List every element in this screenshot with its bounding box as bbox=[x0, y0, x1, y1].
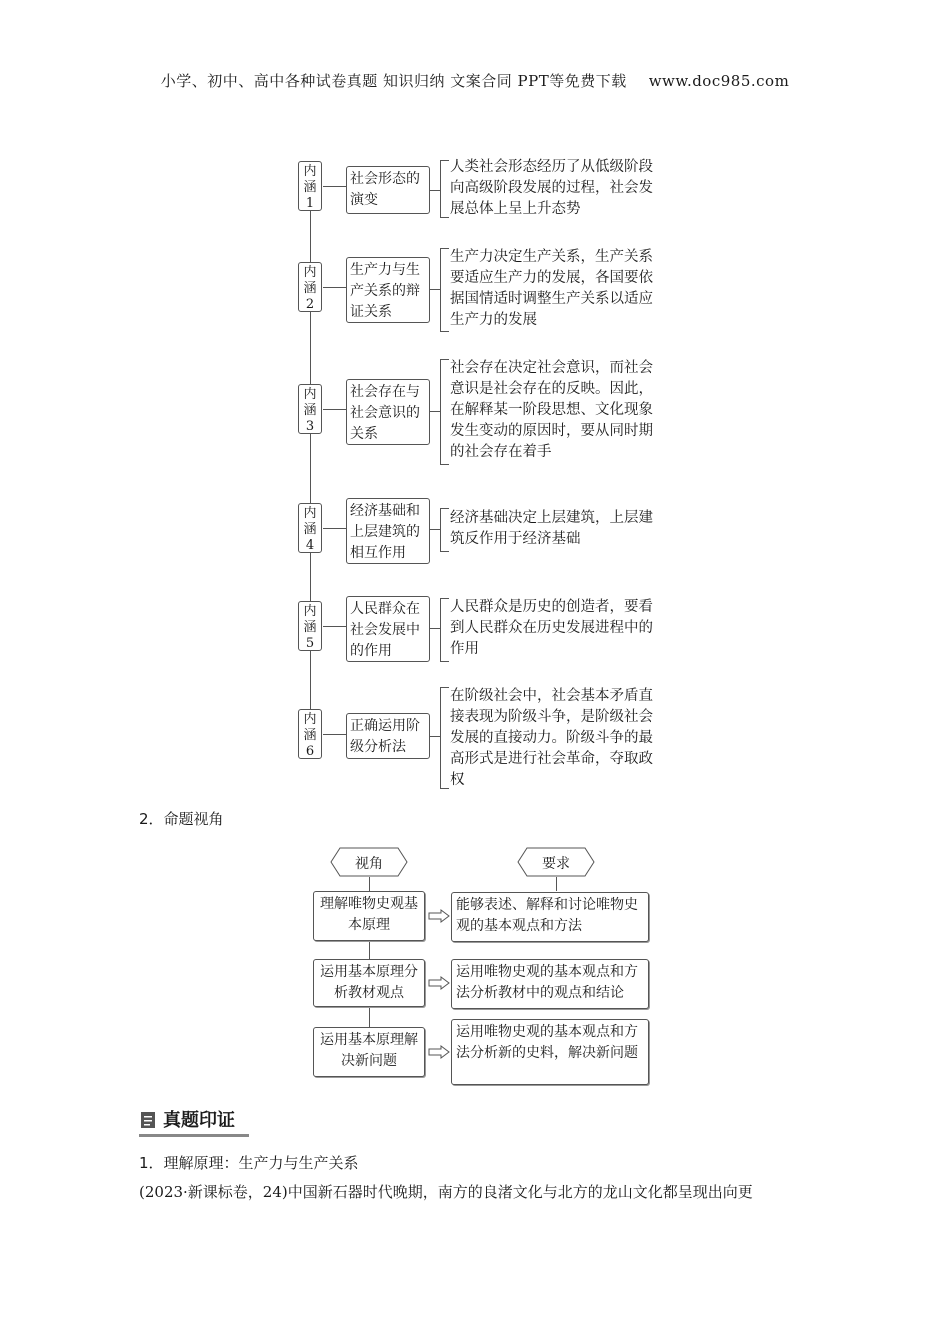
connotation-desc-3: 社会存在决定社会意识，而社会意识是社会存在的反映。因此，在解释某一阶段思想、文化现象发生变动的原因时，要从同时期的社会存在着手 bbox=[450, 360, 653, 460]
connotation-topic-1: 社会形态的演变 bbox=[346, 166, 430, 214]
connector bbox=[323, 528, 346, 529]
connotation-desc-1: 人类社会形态经历了从低级阶段向高级阶段发展的过程，社会发展总体上呈上升态势 bbox=[450, 159, 653, 217]
connector bbox=[430, 190, 440, 191]
connector bbox=[430, 628, 440, 629]
page-header bbox=[0, 70, 950, 91]
requirement-box-1: 能够表述、解释和讨论唯物史观的基本观点和方法 bbox=[451, 892, 649, 942]
connotation-tag-3: 内 涵 3 bbox=[298, 384, 322, 434]
connotation-tag-5: 内 涵 5 bbox=[298, 601, 322, 651]
desc-bracket bbox=[440, 598, 449, 662]
arrow-right-icon bbox=[428, 1045, 450, 1059]
document-icon bbox=[141, 1112, 155, 1128]
desc-bracket bbox=[440, 160, 449, 218]
connector bbox=[323, 409, 346, 410]
header-site: www.doc985.com bbox=[648, 72, 790, 90]
connector bbox=[430, 529, 440, 530]
connector bbox=[369, 1007, 370, 1027]
section-heading-text: 真题印证 bbox=[163, 1110, 235, 1131]
question-title: 1．理解原理：生产力与生产关系 bbox=[139, 1154, 359, 1172]
header-text: 小学、初中、高中各种试卷真题 知识归纳 文案合同 PPT等免费下载 bbox=[160, 72, 627, 90]
perspective-box-3: 运用基本原理解决新问题 bbox=[313, 1027, 425, 1077]
connotation-tag-6: 内 涵 6 bbox=[298, 709, 322, 759]
connector bbox=[323, 734, 346, 735]
perspective-header: 视角 bbox=[330, 847, 408, 877]
requirement-box-2: 运用唯物史观的基本观点和方法分析教材中的观点和结论 bbox=[451, 959, 649, 1009]
connector bbox=[369, 877, 370, 891]
connotation-desc-5: 人民群众是历史的创造者，要看到人民群众在历史发展进程中的作用 bbox=[450, 599, 653, 657]
connector bbox=[323, 186, 346, 187]
connotation-topic-5: 人民群众在社会发展中的作用 bbox=[346, 596, 430, 662]
desc-bracket bbox=[440, 687, 449, 789]
connotation-topic-3: 社会存在与社会意识的关系 bbox=[346, 379, 430, 445]
arrow-right-icon bbox=[428, 909, 450, 923]
connector bbox=[430, 289, 440, 290]
connector bbox=[323, 626, 346, 627]
perspective-box-2: 运用基本原理分析教材观点 bbox=[313, 959, 425, 1007]
connector bbox=[369, 941, 370, 959]
connotation-topic-6: 正确运用阶级分析法 bbox=[346, 713, 430, 759]
connotation-desc-2: 生产力决定生产关系，生产关系要适应生产力的发展，各国要依据国情适时调整生产关系以适应生产力的发展 bbox=[450, 249, 653, 328]
connector bbox=[430, 411, 440, 412]
connotation-tag-1: 内 涵 1 bbox=[298, 161, 322, 211]
desc-bracket bbox=[440, 248, 449, 332]
connotation-desc-4: 经济基础决定上层建筑，上层建筑反作用于经济基础 bbox=[450, 510, 653, 547]
connector bbox=[430, 736, 440, 737]
connector bbox=[556, 877, 557, 891]
section-title-perspective: 2．命题视角 bbox=[139, 810, 224, 828]
perspective-box-1: 理解唯物史观基本原理 bbox=[313, 891, 425, 941]
requirement-header: 要求 bbox=[517, 847, 595, 877]
desc-bracket bbox=[440, 508, 449, 552]
connotation-topic-2: 生产力与生产关系的辩证关系 bbox=[346, 257, 430, 323]
connotation-tag-2: 内 涵 2 bbox=[298, 262, 322, 312]
connotation-topic-4: 经济基础和上层建筑的相互作用 bbox=[346, 498, 430, 564]
connotation-desc-6: 在阶级社会中，社会基本矛盾直接表现为阶级斗争，是阶级社会发展的直接动力。阶级斗争的最高形式是进行社会革命，夺取政权 bbox=[450, 688, 653, 788]
connector bbox=[323, 287, 346, 288]
question-text: (2023·新课标卷，24)中国新石器时代晚期，南方的良渚文化与北方的龙山文化都呈现出向更 bbox=[139, 1183, 753, 1201]
desc-bracket bbox=[440, 359, 449, 465]
requirement-box-3: 运用唯物史观的基本观点和方法分析新的史料，解决新问题 bbox=[451, 1019, 649, 1085]
arrow-right-icon bbox=[428, 976, 450, 990]
section-heading bbox=[139, 1104, 249, 1137]
connotation-tag-4: 内 涵 4 bbox=[298, 503, 322, 553]
